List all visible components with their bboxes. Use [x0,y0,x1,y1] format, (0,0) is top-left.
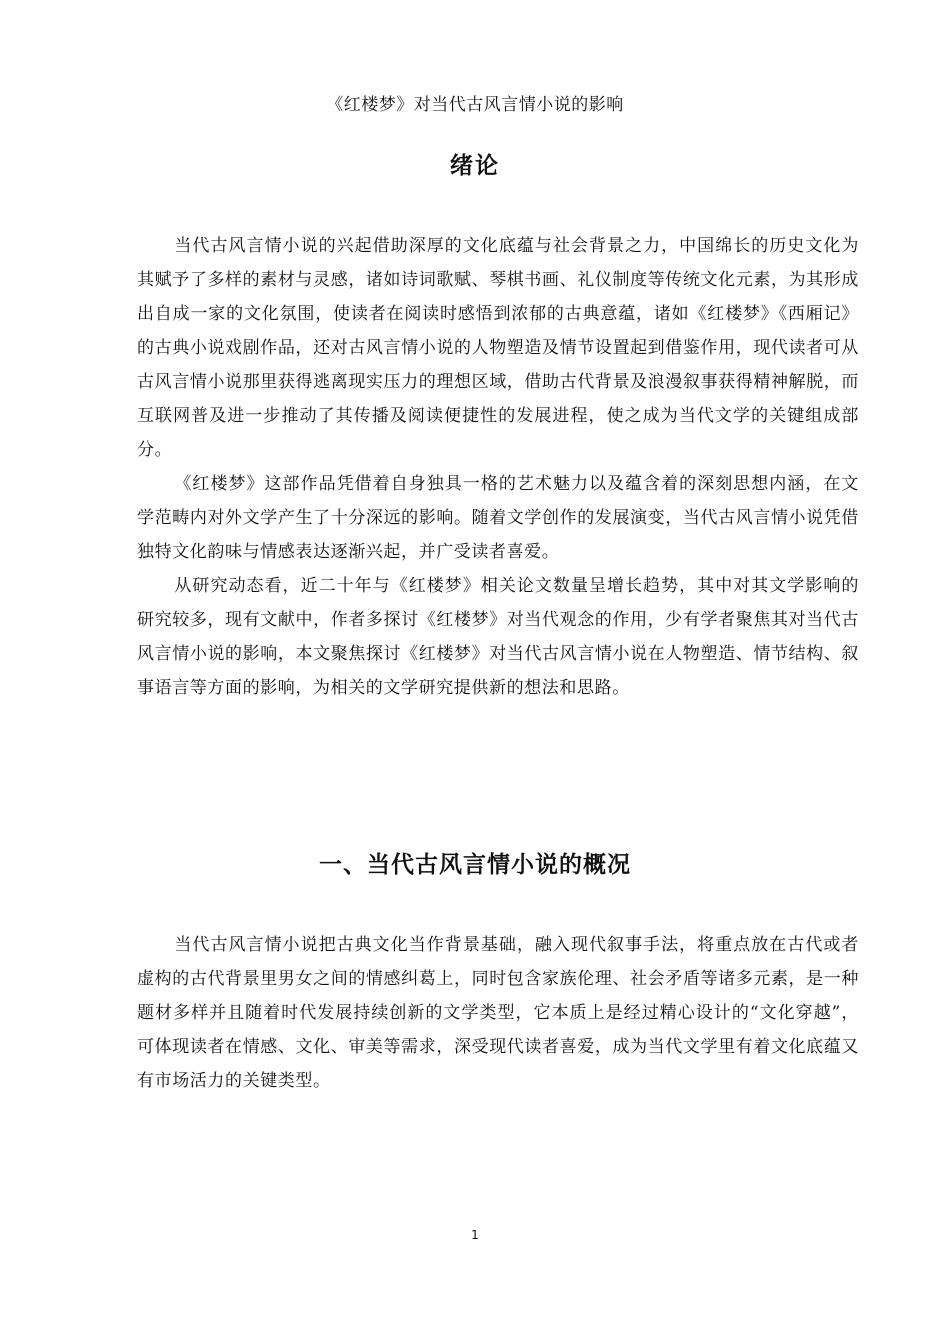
page-number: 1 [471,1228,479,1242]
intro-heading: 绪论 [450,153,500,179]
section1-body [137,928,859,1098]
section1-heading: 一、当代古风言情小说的概况 [319,852,631,878]
section1-paragraph: 当代古风言情小说把古典文化当作背景基础，融入现代叙事手法，将重点放在古代或者虚构的古代背景里男女之间的情感纠葛上，同时包含家族伦理、社会矛盾等诸多元素，是一种题材多样并且随着时代发展持续创新的文学类型，它本质上是经过精心设计的“文化穿越”，可体现读者在情感、文化、审美等需求，深受现代读者喜爱，成为当代文学里有着文化底蕴又有市场活力的关键类型。 [137,935,859,1091]
intro-paragraph: 《红楼梦》这部作品凭借着自身独具一格的艺术魅力以及蕴含着的深刻思想内涵，在文学范畴内对外文学产生了十分深远的影响。随着文学创作的发展演变，当代古风言情小说凭借独特文化韵味与情感表达逐渐兴起，并广受读者喜爱。 [137,474,859,562]
running-title: 《红楼梦》对当代古风言情小说的影响 [326,95,624,115]
intro-paragraph: 从研究动态看，近二十年与《红楼梦》相关论文数量呈增长趋势，其中对其文学影响的研究较多，现有文献中，作者多探讨《红楼梦》对当代观念的作用，少有学者聚焦其对当代古风言情小说的影响，本文聚焦探讨《红楼梦》对当代古风言情小说在人物塑造、情节结构、叙事语言等方面的影响，为相关的文学研究提供新的想法和思路。 [137,576,859,698]
intro-paragraph: 当代古风言情小说的兴起借助深厚的文化底蕴与社会背景之力，中国绵长的历史文化为其赋予了多样的素材与灵感，诸如诗词歌赋、琴棋书画、礼仪制度等传统文化元素，为其形成出自成一家的文化氛围，使读者在阅读时感悟到浓郁的古典意蕴，诸如《红楼梦》《西厢记》的古典小说戏剧作品，还对古风言情小说的人物塑造及情节设置起到借鉴作用，现代读者可从古风言情小说那里获得逃离现实压力的理想区域，借助古代背景及浪漫叙事获得精神解脱，而互联网普及进一步推动了其传播及阅读便捷性的发展进程，使之成为当代文学的关键组成部分。 [137,236,859,460]
intro-body [137,229,859,705]
